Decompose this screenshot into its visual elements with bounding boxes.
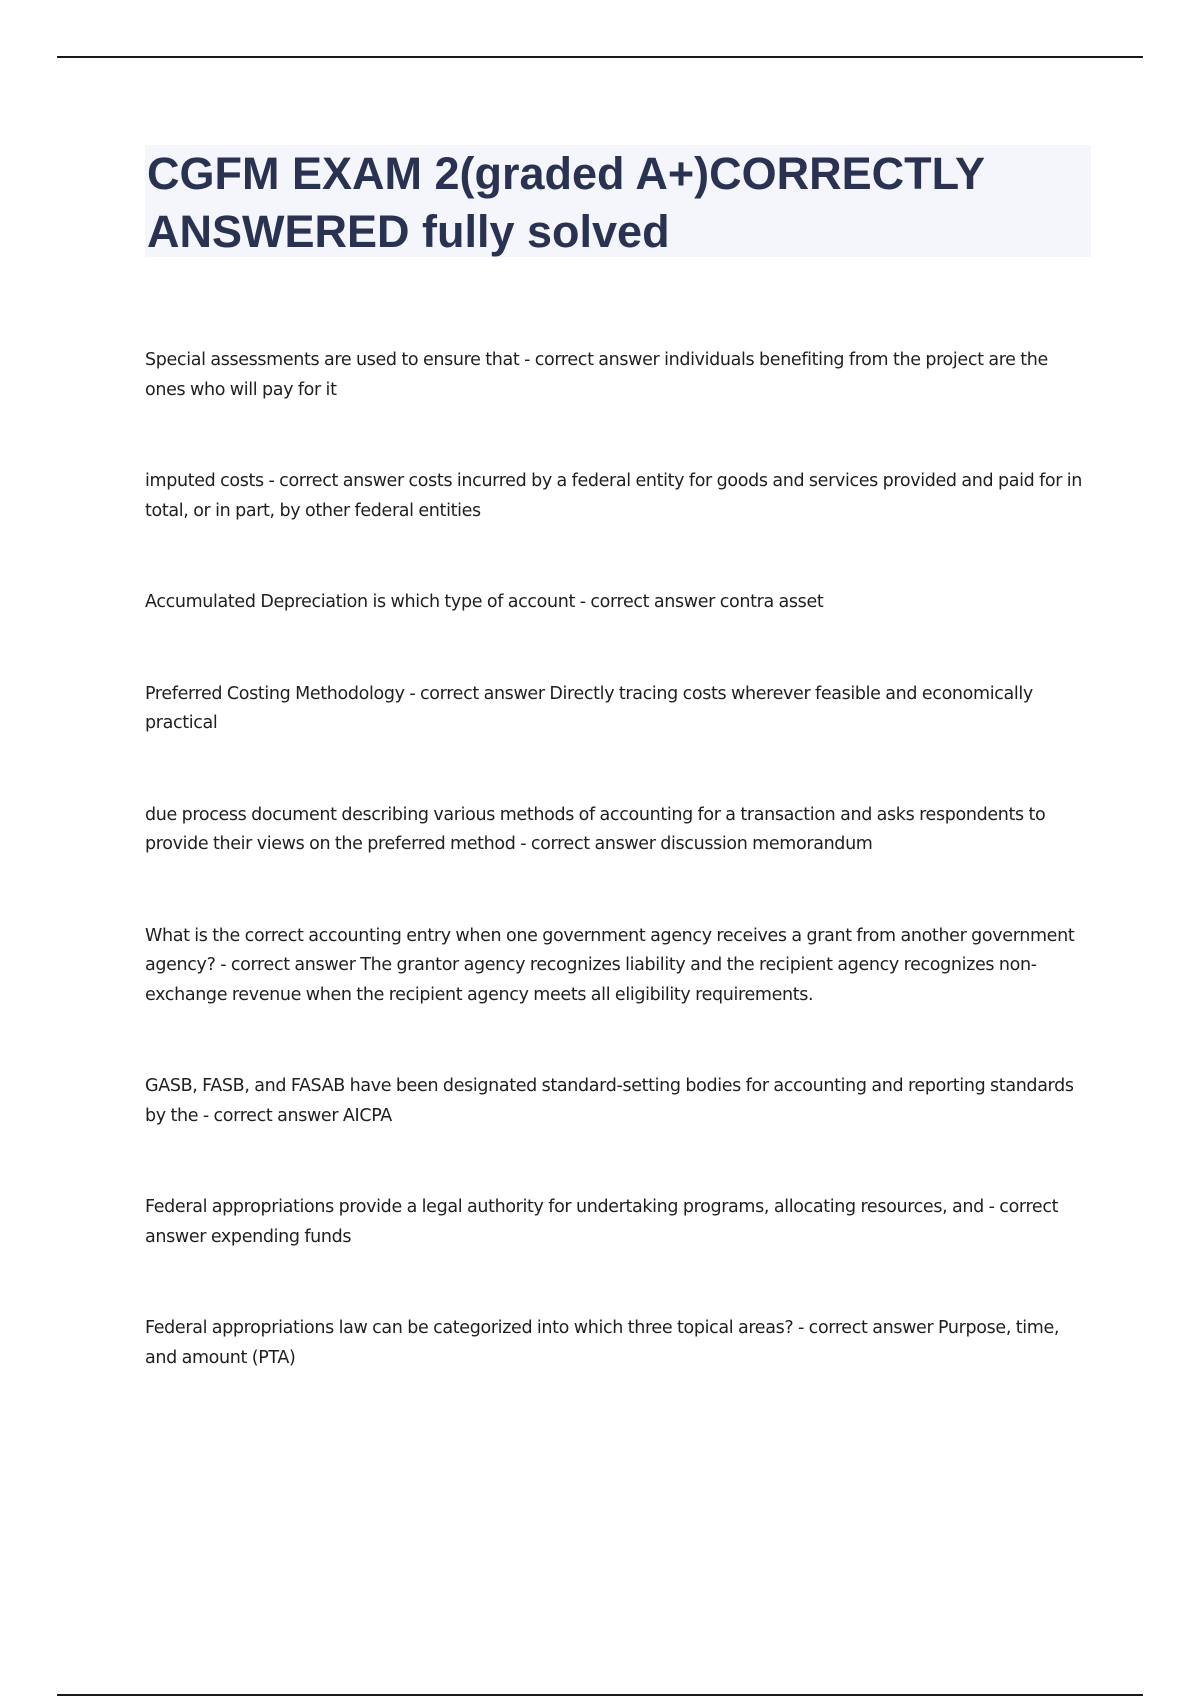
header-rule [57,56,1143,58]
document-title: CGFM EXAM 2(graded A+)CORRECTLY ANSWERED fully solved [147,148,985,257]
qa-item: GASB, FASB, and FASAB have been designated standard-setting bodies for accounting and reporting standards by the - correct answer AICPA [145,1076,1074,1126]
qa-item: What is the correct accounting entry when one government agency receives a grant from another government agency? - correct answer The grantor agency recognizes liability and the recipient agency recognizes non-exchange revenue when the recipient agency meets all eligibility requirements. [145,925,1075,1005]
qa-item: due process document describing various methods of accounting for a transaction and asks respondents to provide their views on the preferred method - correct answer discussion memorandum [145,804,1046,854]
footer-rule [57,1694,1143,1696]
qa-item: Preferred Costing Methodology - correct answer Directly tracing costs wherever feasible and economically practical [145,683,1033,733]
qa-item: Federal appropriations law can be categorized into which three topical areas? - correct answer Purpose, time, and amount (PTA) [145,1318,1060,1368]
qa-item: Accumulated Depreciation is which type of account - correct answer contra asset [145,592,824,612]
qa-item: imputed costs - correct answer costs incurred by a federal entity for goods and services provided and paid for in total, or in part, by other federal entities [145,471,1083,521]
title-block [145,145,1091,257]
question-answer-list [145,346,1085,1373]
qa-item: Federal appropriations provide a legal authority for undertaking programs, allocating resources, and - correct answer expending funds [145,1197,1059,1247]
qa-item: Special assessments are used to ensure that - correct answer individuals benefiting from the project are the ones who will pay for it [145,350,1048,400]
